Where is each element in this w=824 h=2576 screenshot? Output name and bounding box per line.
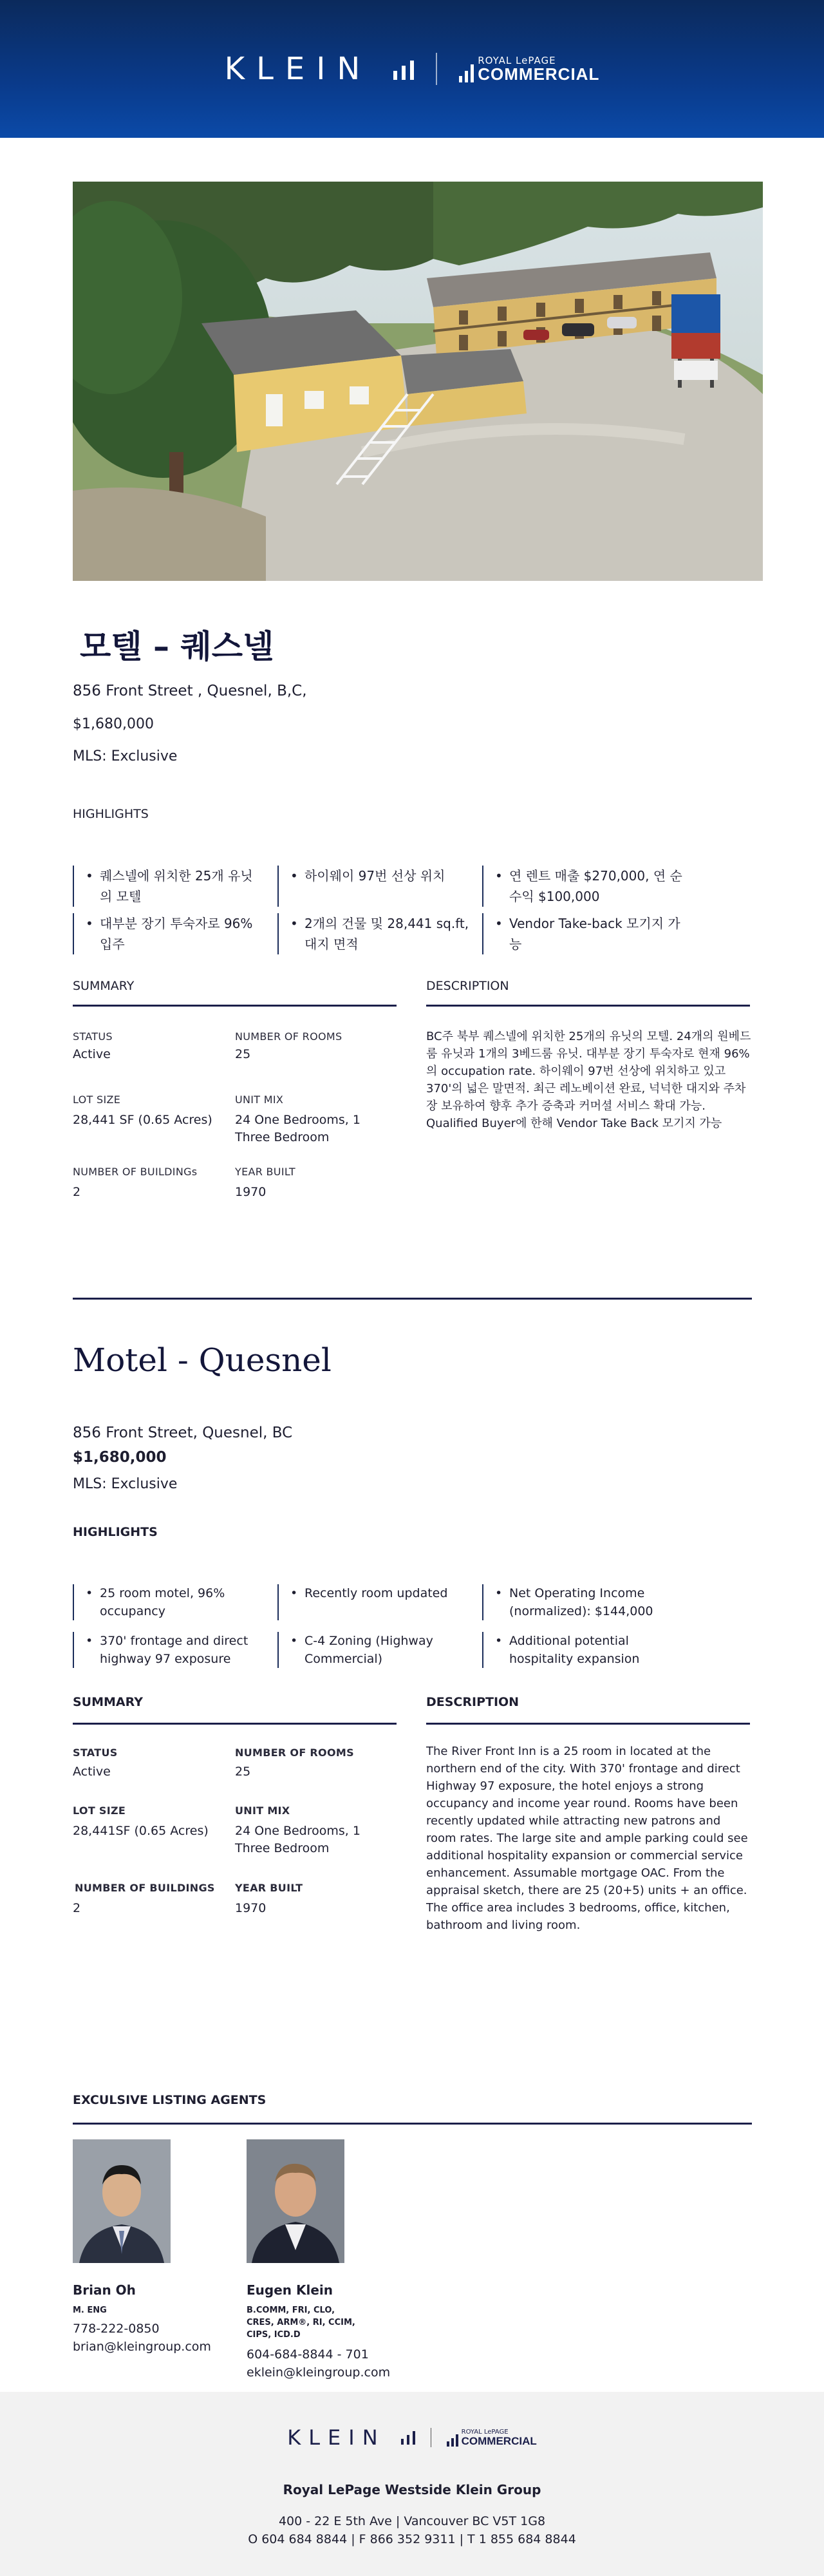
footer-klein-wordmark: KLEIN bbox=[287, 2425, 386, 2450]
agent-name-eugen: Eugen Klein bbox=[247, 2282, 333, 2298]
rooms-label: NUMBER OF ROOMS bbox=[235, 1030, 342, 1043]
header-logo bbox=[225, 51, 600, 87]
status-value: Active bbox=[73, 1765, 111, 1779]
section-divider bbox=[73, 1298, 752, 1300]
buildings-label: NUMBER OF BUILDINGs bbox=[73, 1166, 198, 1178]
agents-rule bbox=[73, 2123, 752, 2125]
highlight-item: • 2개의 건물 및 28,441 sq.ft, 대지 면적 bbox=[277, 913, 482, 954]
motel-aerial-photo bbox=[73, 182, 763, 581]
highlight-item: • Additional potential hospitality expansion bbox=[482, 1632, 701, 1668]
english-description-text: The River Front Inn is a 25 room in located at the northern end of the city. With 370' frontage and direct Highway 97 exposure, the hotel enjoys a strong occupancy and income year round. Rooms have been recently updated while attracting new patrons and room rates. The large site and ample parking could see additional hospitality expansion or commercial service enhancement. Assumable mortgage OAC. From the appraisal sketch, there are 25 (20+5) units + an office. The office area includes 3 bedrooms, office, kitchen, bathroom and living room. bbox=[426, 1745, 748, 1932]
year-value: 1970 bbox=[235, 1901, 267, 1915]
unit-label: UNIT MIX bbox=[235, 1094, 284, 1106]
description-rule bbox=[426, 1005, 750, 1007]
footer-address: 400 - 22 E 5th Ave | Vancouver BC V5T 1G8 bbox=[278, 2514, 546, 2528]
footer-logo bbox=[0, 2425, 824, 2450]
english-address: 856 Front Street, Quesnel, BC bbox=[73, 1425, 293, 1441]
footer-rlp-bars-icon bbox=[447, 2434, 458, 2447]
highlight-item: • Net Operating Income (normalized): $144,000 bbox=[482, 1584, 701, 1620]
buildings-value: 2 bbox=[73, 1185, 81, 1199]
agent-phone-brian[interactable]: 778-222-0850 bbox=[73, 2322, 160, 2336]
korean-highlights-row-2 bbox=[73, 913, 763, 954]
footer-klein-bars-icon bbox=[401, 2430, 415, 2445]
korean-description-text: BC주 북부 퀘스넬에 위치한 25개의 유닛의 모텔. 24개의 원베드룸 유닛과 1개의 3베드룸 유닛. 대부분 장기 투숙자로 현재 96%의 occupation rate. 하이웨이 97번 선상에 위치하고 있고 370'의 넓은 말면적. 최근 레노베이션 완료, 넉넉한 대지와 주차장 보유하여 향후 추가 증축과 커머셜 서비스 확대 가능. Qualified Buyer에 한해 Vendor Take Back 모기지 가능 bbox=[426, 1030, 751, 1130]
lot-label: LOT SIZE bbox=[73, 1804, 126, 1817]
highlight-item: • Vendor Take-back 모기지 가능 bbox=[482, 913, 701, 954]
lot-label: LOT SIZE bbox=[73, 1094, 121, 1106]
english-highlights-row-2 bbox=[73, 1632, 763, 1668]
status-value: Active bbox=[73, 1047, 111, 1061]
year-label: YEAR BUILT bbox=[235, 1166, 295, 1178]
footer-rlp-small-text: ROYAL LePAGE bbox=[461, 2428, 509, 2436]
highlight-item: • C-4 Zoning (Highway Commercial) bbox=[277, 1632, 482, 1668]
agent-cred-eugen: B.COMM, FRI, CLO, CRES, ARM®, RI, CCIM, CIPS, ICD.D bbox=[247, 2306, 355, 2340]
korean-highlights-row-1 bbox=[73, 866, 763, 907]
footer-phones: O 604 684 8844 | F 866 352 9311 | T 1 855 684 8844 bbox=[248, 2532, 576, 2546]
summary-rule bbox=[73, 1723, 397, 1725]
klein-bars-icon bbox=[393, 58, 414, 80]
lot-value: 28,441SF (0.65 Acres) bbox=[73, 1824, 209, 1838]
year-label: YEAR BUILT bbox=[235, 1882, 303, 1894]
korean-highlights-heading: HIGHLIGHTS bbox=[73, 807, 149, 821]
footer-royal-lepage-logo bbox=[447, 2429, 537, 2447]
highlight-item: • 퀘스넬에 위치한 25개 유닛의 모텔 bbox=[73, 866, 277, 907]
footer bbox=[0, 2392, 824, 2576]
status-label: STATUS bbox=[73, 1747, 118, 1759]
english-price: $1,680,000 bbox=[73, 1449, 167, 1466]
rooms-value: 25 bbox=[235, 1765, 251, 1779]
buildings-value: 2 bbox=[73, 1901, 81, 1915]
english-highlights-row-1 bbox=[73, 1584, 763, 1620]
agent-name-brian: Brian Oh bbox=[73, 2282, 136, 2298]
footer-org-name: Royal LePage Westside Klein Group bbox=[283, 2482, 541, 2497]
highlight-item: • 370' frontage and direct highway 97 exposure bbox=[73, 1632, 277, 1668]
korean-price: $1,680,000 bbox=[73, 716, 154, 732]
year-value: 1970 bbox=[235, 1185, 267, 1199]
rlp-bars-icon bbox=[459, 63, 474, 82]
korean-address: 856 Front Street , Quesnel, B,C, bbox=[73, 683, 307, 699]
agent-email-eugen[interactable]: eklein@kleingroup.com bbox=[247, 2365, 391, 2380]
korean-summary-heading: SUMMARY bbox=[73, 979, 135, 993]
english-mls: MLS: Exclusive bbox=[73, 1476, 178, 1492]
english-description-heading: DESCRIPTION bbox=[426, 1695, 520, 1709]
english-listing-title: Motel - Quesnel bbox=[73, 1341, 332, 1379]
status-label: STATUS bbox=[73, 1030, 113, 1043]
rooms-label: NUMBER OF ROOMS bbox=[235, 1747, 354, 1759]
rooms-value: 25 bbox=[235, 1047, 251, 1061]
footer-rlp-big-text: COMMERCIAL bbox=[461, 2434, 537, 2447]
korean-description-heading: DESCRIPTION bbox=[426, 979, 509, 993]
unit-value: 24 One Bedrooms, 1 Three Bedroom bbox=[235, 1113, 360, 1144]
summary-rule bbox=[73, 1005, 397, 1007]
agent-cred-brian: M. ENG bbox=[73, 2306, 107, 2315]
agent-photo-brian bbox=[73, 2139, 171, 2263]
logo-separator bbox=[436, 53, 437, 85]
agent-phone-eugen[interactable]: 604-684-8844 - 701 bbox=[247, 2347, 369, 2362]
rlp-small-text: ROYAL LePAGE bbox=[478, 54, 556, 66]
buildings-label: NUMBER OF BUILDINGS bbox=[75, 1882, 215, 1894]
lot-value: 28,441 SF (0.65 Acres) bbox=[73, 1113, 212, 1127]
description-rule bbox=[426, 1723, 750, 1725]
rlp-big-text: COMMERCIAL bbox=[478, 64, 600, 84]
korean-mls: MLS: Exclusive bbox=[73, 748, 178, 764]
highlight-item: • Recently room updated bbox=[277, 1584, 482, 1620]
english-summary-heading: SUMMARY bbox=[73, 1695, 143, 1709]
klein-wordmark: KLEIN bbox=[224, 51, 372, 87]
agent-email-brian[interactable]: brian@kleingroup.com bbox=[73, 2340, 211, 2354]
highlight-item: • 25 room motel, 96% occupancy bbox=[73, 1584, 277, 1620]
highlight-item: • 대부분 장기 투숙자로 96% 입주 bbox=[73, 913, 277, 954]
agents-heading: EXCULSIVE LISTING AGENTS bbox=[73, 2093, 267, 2107]
unit-label: UNIT MIX bbox=[235, 1804, 290, 1817]
agent-photo-eugen bbox=[247, 2139, 344, 2263]
highlight-item: • 연 렌트 매출 $270,000, 연 순수익 $100,000 bbox=[482, 866, 701, 907]
english-highlights-heading: HIGHLIGHTS bbox=[73, 1525, 158, 1539]
korean-listing-title: 모텔 – 퀘스넬 bbox=[80, 628, 274, 665]
top-header bbox=[0, 0, 824, 138]
royal-lepage-logo bbox=[459, 56, 599, 82]
highlight-item: • 하이웨이 97번 선상 위치 bbox=[277, 866, 482, 907]
unit-value: 24 One Bedrooms, 1 Three Bedroom bbox=[235, 1824, 360, 1855]
